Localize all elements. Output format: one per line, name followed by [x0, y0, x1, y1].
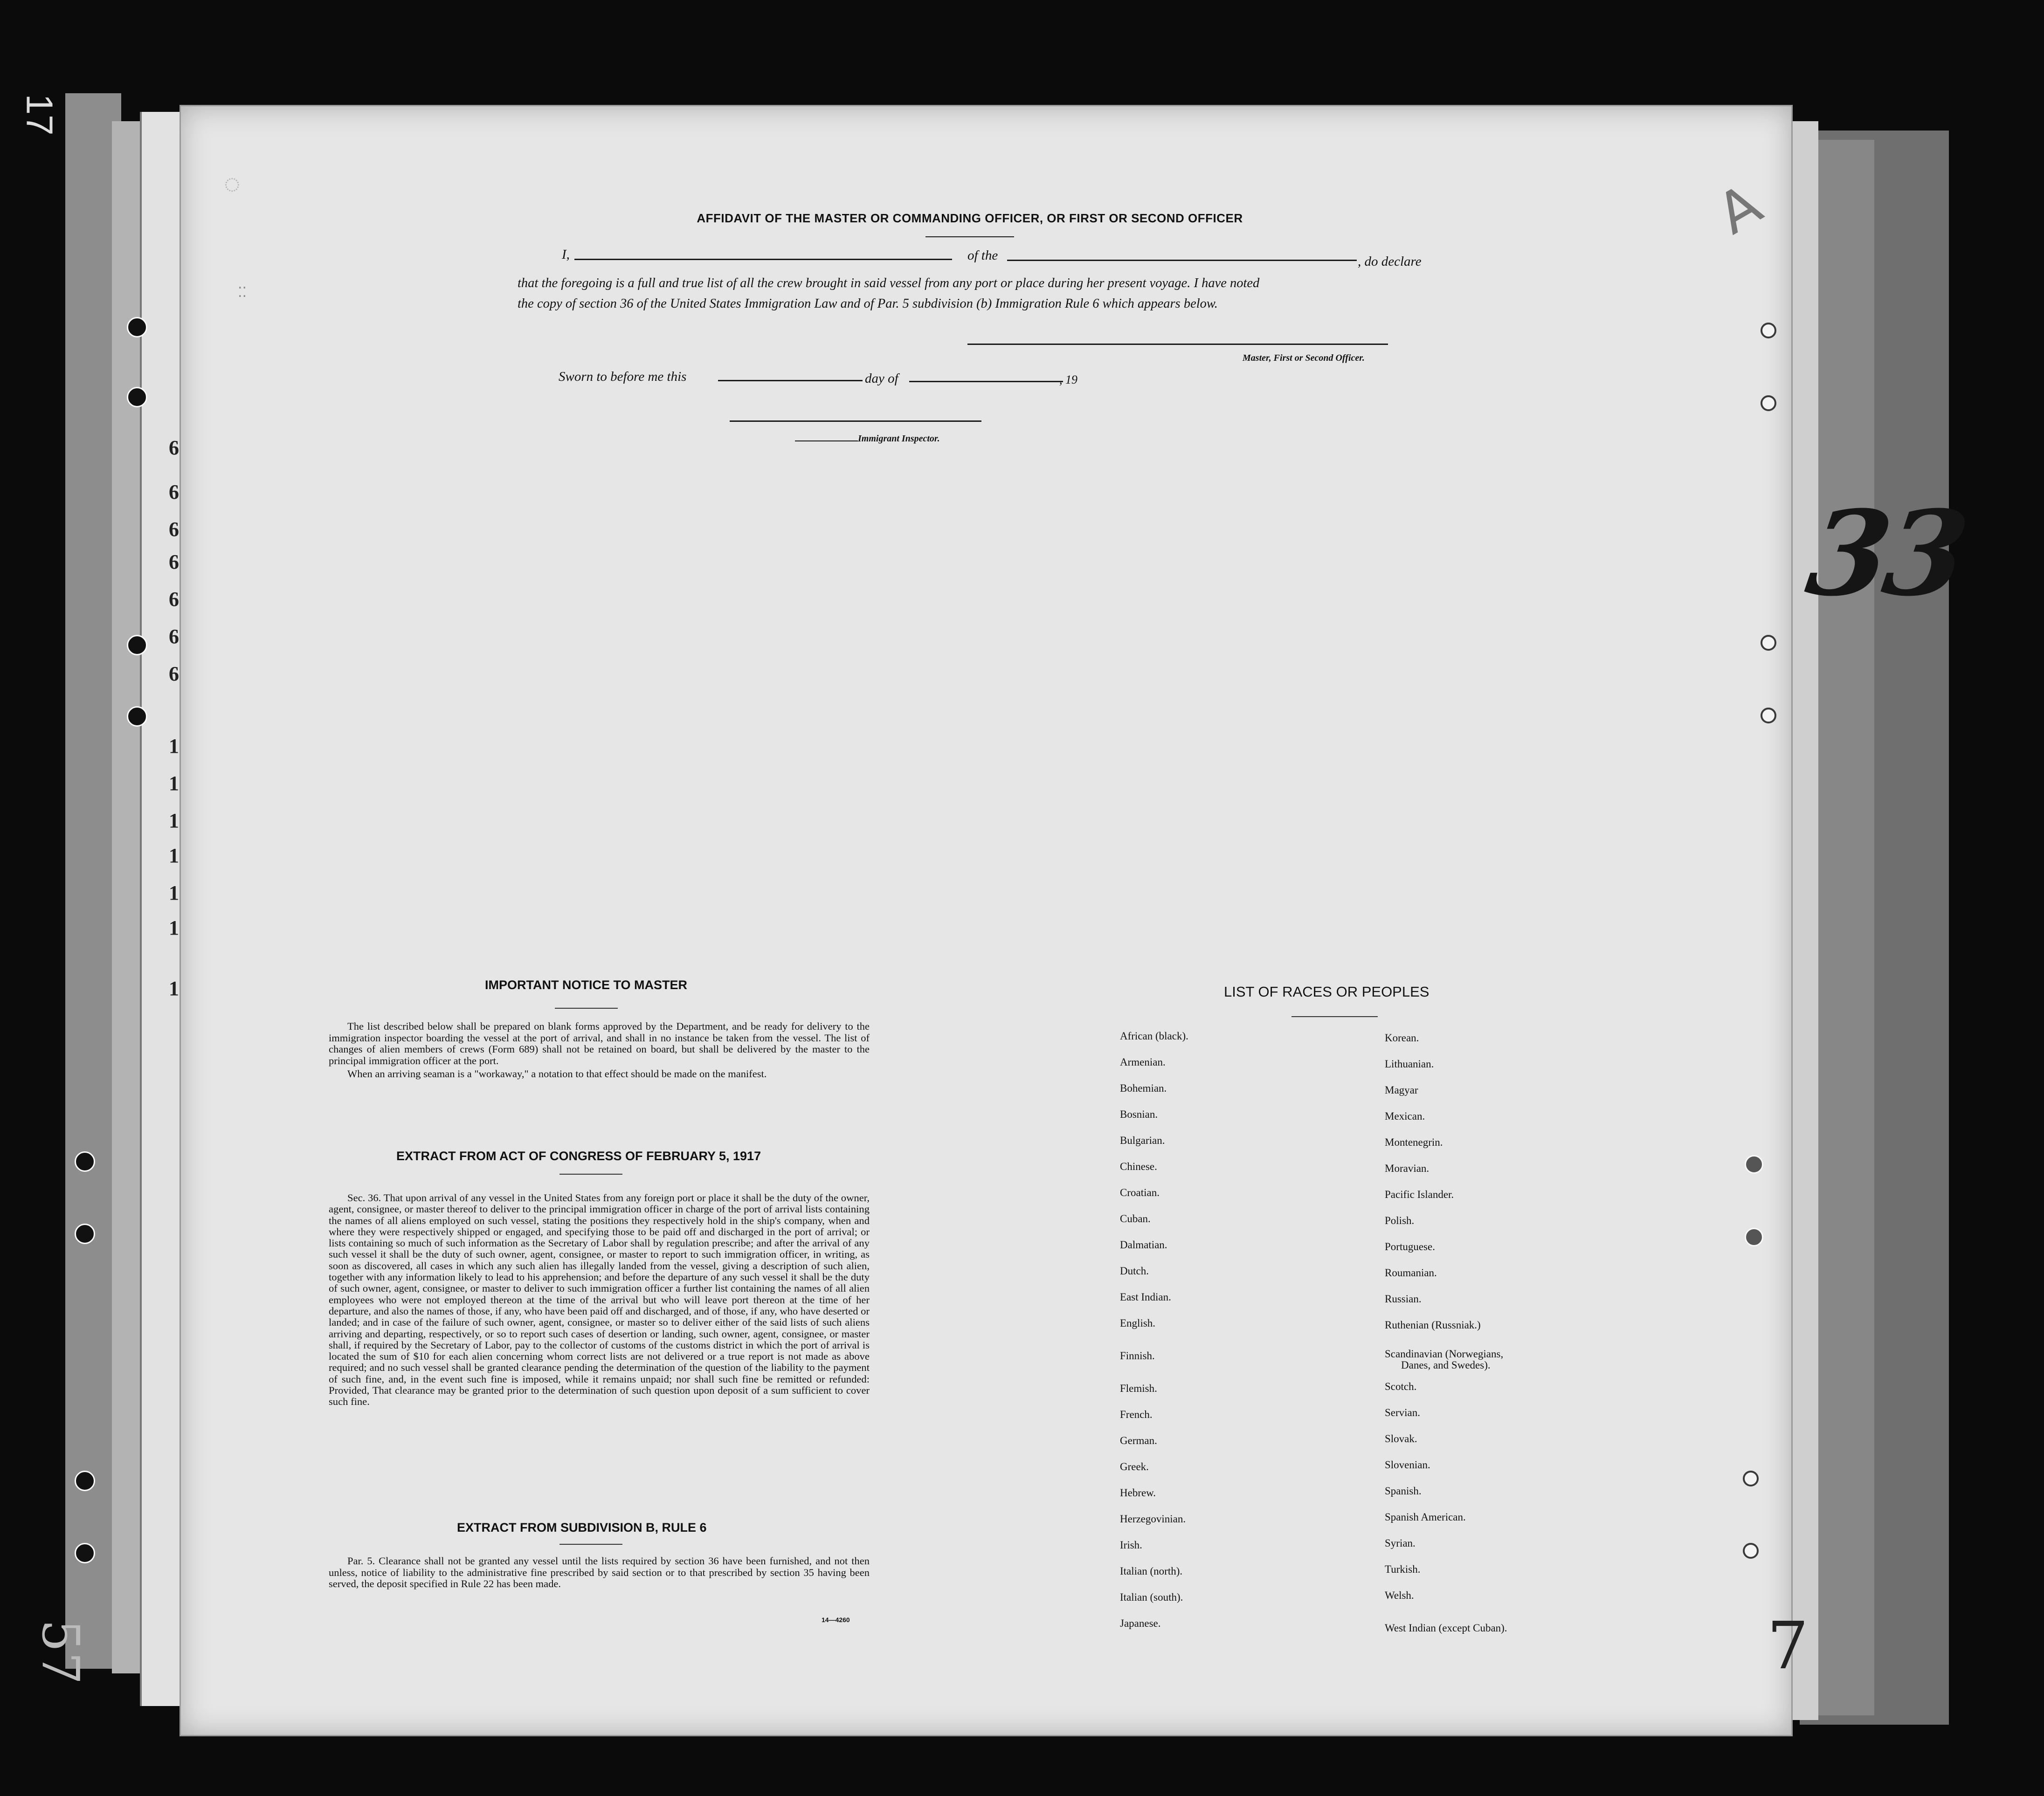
title-underline	[925, 236, 1014, 237]
name-blank-line	[574, 259, 952, 260]
margin-number: 1	[169, 881, 179, 904]
signature-caption: Master, First or Second Officer.	[1243, 353, 1365, 363]
race-item: Japanese.	[1120, 1617, 1161, 1629]
punch-hole	[1745, 1228, 1763, 1246]
race-item: Bohemian.	[1120, 1082, 1167, 1094]
margin-number: 1	[169, 809, 179, 832]
punch-hole	[1743, 1543, 1759, 1559]
faint-mark: ⁚⁚	[238, 285, 247, 300]
margin-number: 1	[169, 977, 179, 1000]
handwritten-mark-top-left: 17	[19, 94, 61, 136]
races-title-rule	[1291, 1016, 1378, 1017]
race-item: Armenian.	[1120, 1056, 1166, 1068]
affidavit-title: AFFIDAVIT OF THE MASTER OR COMMANDING OFFICER, OR FIRST OR SECOND OFFICER	[697, 211, 1243, 225]
extract-act-text: Sec. 36. That upon arrival of any vessel in the United States from any foreign port or place it shall be the duty of the owner, agent, consignee, or master thereof to deliver to the principal immigration officer in charge of the port of arrival lists containing the names of all aliens employed on such vessel, stating the positions they respectively hold in the ship's company, when and where they were respectively shipped or engaged, and specifying those to be paid off and discharged in the port of arrival; or lists containing so much of such information as the Secretary of Labor shall by regulation prescribe; and after the arrival of any such vessel it shall be the duty of such owner, agent, consignee, or master to report to such immigration officer, in writing, as soon as discovered, all cases in which any such alien has illegally landed from the vessel, giving a description of such alien, together with any information likely to lead to his apprehension; and before the departure of any such vessel it shall be the duty of such owner, agent, consignee, or master to deliver to such immigration officer a further list containing the names of all alien employees who were not employed thereon at the time of the arrival but who will leave port thereon at the time of her departure, and also the names of those, if any, who have been paid off and discharged, and of those, if any, who have deserted or landed; and in case of the failure of such owner, agent, consignee, or master so to deliver either of the said lists of such aliens arriving and departing, respectively, or so to report such cases of desertion or landing, such owner, agent, consignee, or master shall, if required by the Secretary of Labor, pay to the collector of customs of the customs district in which the port of arrival is located the sum of $10 for each alien concerning whom correct lists are not delivered or a true report is not made as above required; and no such vessel shall be granted clearance pending the determination of the question of the liability to the payment of such fine, and, in the event such fine is imposed, while it remains unpaid; nor shall such fine be remitted or refunded: Provided, That clearance may be granted prior to the determination of such question upon deposit of a sum sufficient to cover such fine.	[329, 1192, 870, 1408]
extract-act-body	[329, 1192, 870, 1408]
race-item: African (black).	[1120, 1030, 1188, 1042]
signature-line	[967, 344, 1388, 345]
race-item: Bosnian.	[1120, 1108, 1158, 1120]
race-item: Dalmatian.	[1120, 1239, 1167, 1251]
handwritten-mark-top-right: A	[1706, 172, 1773, 248]
inspector-caption-lead	[795, 440, 858, 441]
sworn-day-line	[718, 380, 863, 381]
notice-paragraph-2: When an arriving seaman is a "workaway," a notation to that effect should be made on the manifest.	[347, 1068, 767, 1080]
margin-number: 1	[169, 735, 179, 757]
extract-act-rule	[559, 1174, 622, 1175]
margin-number: 1	[169, 916, 179, 939]
notice-title: IMPORTANT NOTICE TO MASTER	[485, 978, 687, 992]
punch-hole	[75, 1543, 95, 1563]
punch-hole	[1761, 708, 1776, 723]
race-item: Scandinavian (Norwegians,	[1385, 1348, 1504, 1360]
race-item: Chinese.	[1120, 1161, 1157, 1172]
race-item: Greek.	[1120, 1461, 1149, 1473]
document-page	[180, 105, 1793, 1736]
race-item: Korean.	[1385, 1032, 1419, 1044]
race-item: Ruthenian (Russniak.)	[1385, 1319, 1481, 1331]
race-item: Croatian.	[1120, 1187, 1160, 1198]
race-item: West Indian (except Cuban).	[1385, 1622, 1507, 1634]
punch-hole	[1745, 1155, 1763, 1174]
race-item: English.	[1120, 1317, 1156, 1329]
race-item: Hebrew.	[1120, 1487, 1156, 1499]
margin-number: 6	[169, 518, 179, 541]
race-item: East Indian.	[1120, 1291, 1171, 1303]
race-item: Portuguese.	[1385, 1241, 1435, 1252]
race-item: Dutch.	[1120, 1265, 1149, 1277]
race-item: Cuban.	[1120, 1213, 1151, 1225]
race-item: Mexican.	[1385, 1110, 1425, 1122]
vessel-blank-line	[1007, 260, 1357, 261]
notice-paragraph-1: The list described below shall be prepared on blank forms approved by the Department, and be ready for delivery to the immigration inspector boarding the vessel at the port of arrival, and shall in no instance be taken from the vessel. The list of changes of alien members of crews (Form 689) shall not be retained on board, but shall be delivered by the master to the principal immigration officer at the port.	[329, 1020, 870, 1067]
race-item: Polish.	[1385, 1215, 1415, 1226]
race-item: Bulgarian.	[1120, 1135, 1165, 1146]
affidavit-line-2: that the foregoing is a full and true list of all the crew brought in said vessel from any port or place during her present voyage. I have noted	[518, 276, 1260, 290]
race-item: Syrian.	[1385, 1537, 1416, 1549]
margin-number: 6	[169, 625, 179, 648]
punch-hole	[1761, 323, 1776, 338]
affidavit-do-declare: , do declare	[1358, 254, 1422, 269]
extract-rule-title: EXTRACT FROM SUBDIVISION B, RULE 6	[457, 1521, 707, 1535]
day-of-label: day of	[865, 371, 898, 386]
race-item: Pacific Islander.	[1385, 1189, 1454, 1200]
handwritten-mark-bottom-right: 7	[1767, 1608, 1809, 1684]
margin-number: 6	[169, 550, 179, 573]
race-item: Slovenian.	[1385, 1459, 1430, 1471]
race-item: Russian.	[1385, 1293, 1422, 1305]
punch-hole	[75, 1151, 95, 1172]
race-item: Irish.	[1120, 1539, 1142, 1551]
punch-hole	[1743, 1471, 1759, 1486]
margin-number: 6	[169, 662, 179, 685]
affidavit-i-label: I,	[562, 247, 570, 262]
punch-hole	[127, 635, 147, 655]
race-item: Herzegovinian.	[1120, 1513, 1186, 1525]
inspector-signature-line	[730, 420, 981, 422]
race-item: Moravian.	[1385, 1163, 1429, 1174]
race-item: French.	[1120, 1409, 1153, 1420]
race-item: Flemish.	[1120, 1383, 1157, 1394]
punch-hole	[1761, 395, 1776, 411]
inspector-caption: Immigrant Inspector.	[858, 434, 940, 444]
race-item: Scotch.	[1385, 1381, 1417, 1392]
margin-number: 6	[169, 588, 179, 611]
margin-number: 1	[169, 772, 179, 795]
race-item: Slovak.	[1385, 1433, 1417, 1445]
race-item: Spanish American.	[1385, 1511, 1466, 1523]
race-item: Turkish.	[1385, 1563, 1421, 1575]
affidavit-line-3: the copy of section 36 of the United States Immigration Law and of Par. 5 subdivision (b) Immigration Rule 6 which appears below.	[518, 296, 1218, 311]
sworn-label: Sworn to before me this	[559, 369, 687, 384]
handwritten-page-number: 33	[1799, 485, 1972, 622]
punch-hole	[127, 387, 147, 407]
handwritten-mark-bottom-left: 57	[30, 1619, 90, 1685]
margin-number: 1	[169, 844, 179, 867]
race-item: Welsh.	[1385, 1590, 1414, 1601]
punch-hole	[127, 317, 147, 337]
punch-hole	[127, 706, 147, 727]
extract-act-title: EXTRACT FROM ACT OF CONGRESS OF FEBRUARY 5, 1917	[396, 1149, 761, 1163]
punch-hole	[75, 1224, 95, 1244]
affidavit-of-the-label: of the	[967, 248, 998, 263]
race-item: Servian.	[1385, 1407, 1421, 1418]
faint-mark: ◌	[224, 168, 241, 199]
race-item: Lithuanian.	[1385, 1058, 1434, 1070]
extract-rule-rule	[559, 1544, 622, 1545]
races-title: LIST OF RACES OR PEOPLES	[1224, 984, 1429, 1000]
race-item: Italian (south).	[1120, 1591, 1183, 1603]
extract-rule-body	[329, 1555, 870, 1590]
race-item: German.	[1120, 1435, 1157, 1446]
folder-right-inner-edge	[1809, 140, 1874, 1715]
race-item: Roumanian.	[1385, 1267, 1437, 1279]
margin-number: 6	[169, 436, 179, 459]
margin-number: 6	[169, 481, 179, 503]
form-number: 14—4260	[822, 1616, 850, 1624]
year-prefix: , 19	[1059, 373, 1077, 386]
race-item: Magyar	[1385, 1084, 1418, 1096]
race-item: Italian (north).	[1120, 1565, 1183, 1577]
punch-hole	[75, 1471, 95, 1491]
race-item: Finnish.	[1120, 1350, 1155, 1362]
sworn-month-line	[909, 381, 1063, 382]
race-item: Montenegrin.	[1385, 1136, 1443, 1148]
notice-title-rule	[555, 1008, 618, 1009]
punch-hole	[1761, 635, 1776, 651]
race-item-continuation: Danes, and Swedes).	[1401, 1359, 1491, 1371]
race-item: Spanish.	[1385, 1485, 1422, 1497]
extract-rule-text: Par. 5. Clearance shall not be granted any vessel until the lists required by section 36 have been furnished, and not then unless, notice of liability to the administrative fine prescribed by said section or to that prescribed by section 35 having been served, the deposit specified in Rule 22 has been made.	[329, 1555, 870, 1590]
notice-body	[329, 1021, 870, 1080]
